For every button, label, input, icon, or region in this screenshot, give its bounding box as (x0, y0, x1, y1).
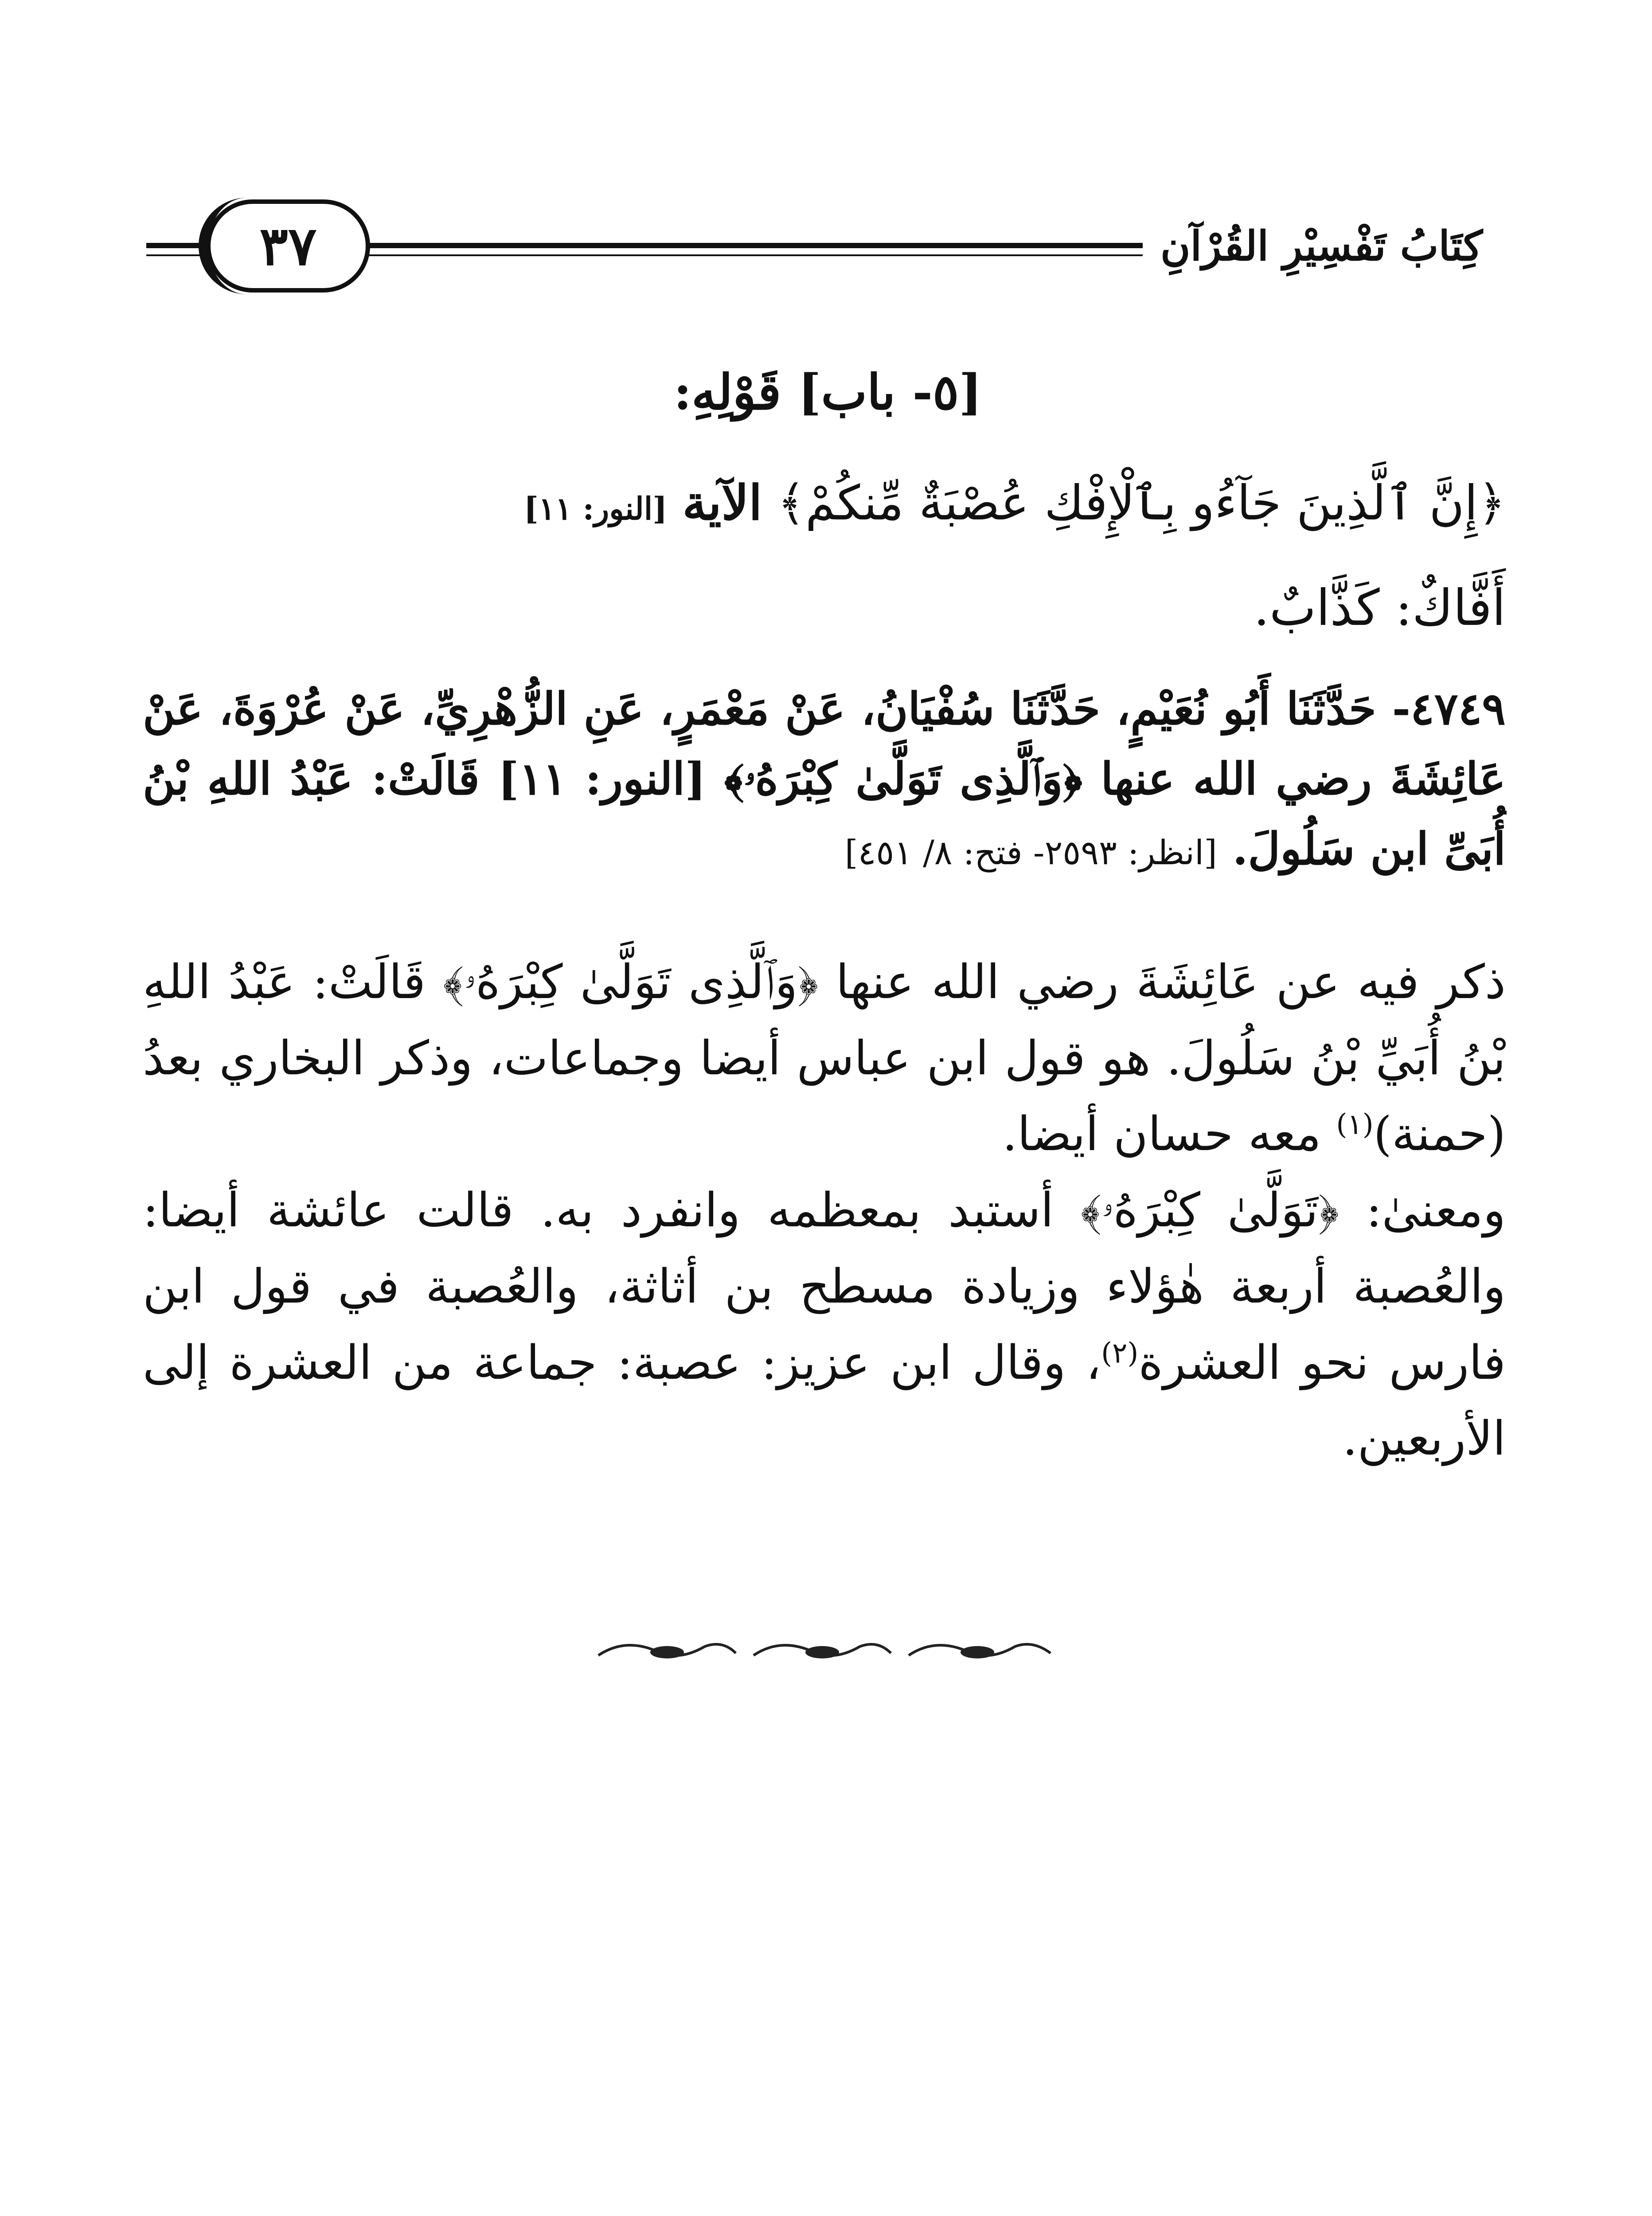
commentary (143, 944, 1506, 1477)
commentary-text: معه حسان أيضا. (1002, 1107, 1336, 1162)
ornament-leaf-icon (961, 1646, 994, 1658)
commentary-paragraph-2 (143, 1172, 1506, 1477)
word-gloss: أَفَّاكٌ: كَذَّابٌ. (1254, 579, 1506, 637)
verse-reference: [النور: ١١] (523, 490, 668, 527)
footnote-marker-1: (١) (1336, 1108, 1374, 1142)
commentary-paragraph-1 (143, 944, 1506, 1172)
quran-verse-line (143, 472, 1506, 534)
ornament-leaf-icon (805, 1646, 839, 1658)
ornament-divider (590, 1635, 1059, 1666)
hadith-paragraph (143, 674, 1506, 884)
section-heading: [٥- باب] قَوْلِهِ: (673, 363, 982, 421)
commentary-text: ومعنىٰ: ﴿تَوَلَّىٰ كِبْرَهُۥ﴾ أستبد بمعظمه وانفرد به. قالت عائشة أيضا: والعُصبة أربعة هٰؤلاء وزيادة مسطح بن أثاثة، والعُصبة في قول ابن فارس نحو العشرة (143, 1183, 1506, 1390)
footnote-marker-2: (٢) (1101, 1337, 1139, 1370)
running-header (146, 199, 1509, 293)
commentary-text: ، وقال ابن عزيز: عصبة: جماعة من العشرة إلى الأربعين. (143, 1335, 1506, 1466)
verse-text: ﴿إِنَّ ٱلَّذِينَ جَآءُو بِٱلْإِفْكِ عُصْبَةٌ مِّنكُمْ﴾ (777, 476, 1506, 531)
hadith-reference: [انظر: ٢٥٩٣- فتح: ٨/ ٤٥١] (844, 833, 1217, 872)
page-number: ٣٧ (206, 199, 370, 293)
verse-aya-word: الآية (682, 475, 762, 531)
book-title: كِتَابُ تَفْسِيْرِ القُرْآنِ (1143, 222, 1509, 270)
commentary-text: ذكر فيه عن عَائِشَةَ رضي الله عنها ﴿وَٱلَّذِى تَوَلَّىٰ كِبْرَهُۥ﴾ قَالَتْ: عَبْدُ اللهِ بْنُ أُبَيِّ بْنُ سَلُولَ. هو قول ابن عباس أيضا وجماعات، وذكر البخاري بعدُ (حمنة) (143, 955, 1506, 1162)
hadith-text: ٤٧٤٩- حَدَّثَنَا أَبُو نُعَيْمٍ، حَدَّثَنَا سُفْيَانُ، عَنْ مَعْمَرٍ، عَنِ الزُّهْرِيِّ، عَنْ عُرْوَةَ، عَنْ عَائِشَةَ رضي الله عنها ﴿وَٱلَّذِى تَوَلَّىٰ كِبْرَهُۥ﴾ [النور: ١١] قَالَتْ: عَبْدُ اللهِ بْنُ أُبَىِّ ابن سَلُولَ. (143, 683, 1506, 875)
ornament-leaf-icon (650, 1646, 684, 1658)
